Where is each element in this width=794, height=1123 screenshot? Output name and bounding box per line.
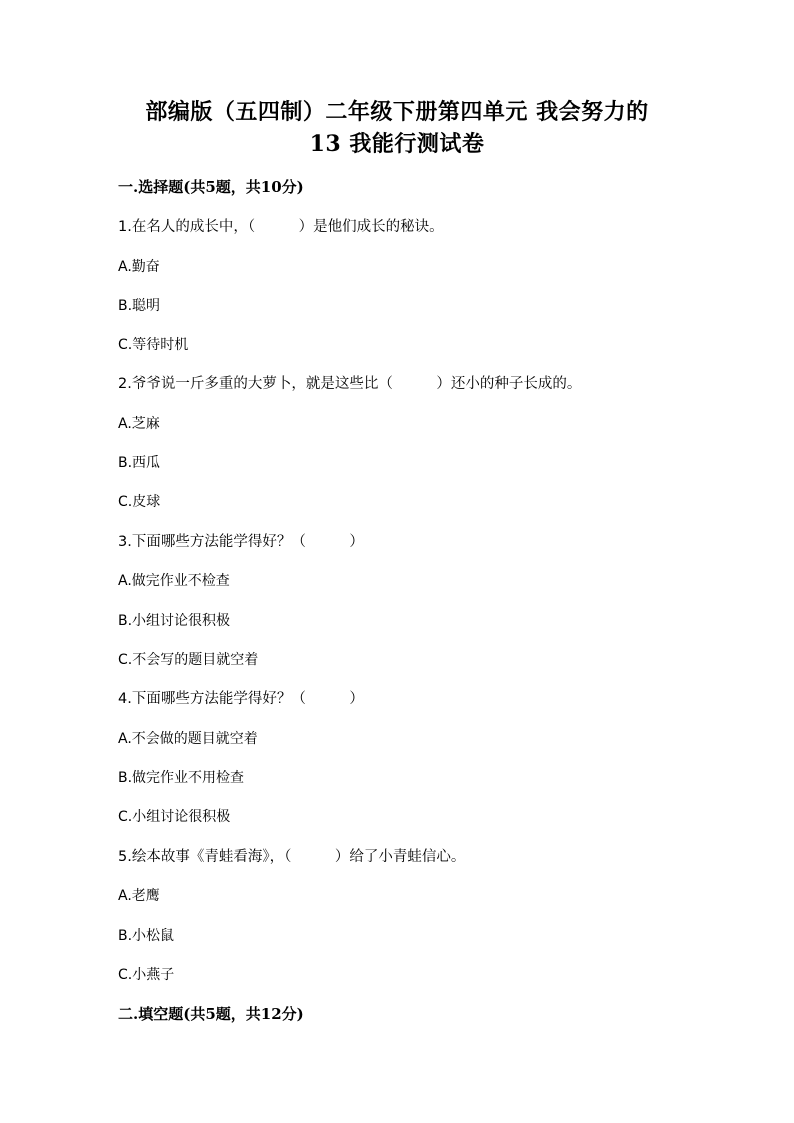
question-4: 4.下面哪些方法能学得好？（ ）: [118, 691, 364, 707]
question-4-option-b: B.做完作业不用检查: [118, 770, 245, 786]
section-1-header: 一.选择题(共5题，共10分): [118, 178, 304, 196]
section-2-header: 二.填空题(共5题，共12分): [118, 1005, 304, 1023]
question-3-option-b: B.小组讨论很积极: [118, 613, 231, 629]
question-5: 5.绘本故事《青蛙看海》，（ ）给了小青蛙信心。: [118, 849, 466, 865]
question-5-option-a: A.老鹰: [118, 888, 160, 904]
question-4-option-a: A.不会做的题目就空着: [118, 731, 258, 747]
document-title-line-2: 13 我能行测试卷: [309, 131, 485, 157]
question-2-option-c: C.皮球: [118, 494, 161, 510]
question-1-option-a: A.勤奋: [118, 259, 160, 275]
document-title-line-1: 部编版（五四制）二年级下册第四单元 我会努力的: [145, 99, 649, 125]
question-3: 3.下面哪些方法能学得好？（ ）: [118, 534, 364, 550]
question-4-option-c: C.小组讨论很积极: [118, 809, 231, 825]
question-5-option-b: B.小松鼠: [118, 928, 175, 944]
question-1-option-c: C.等待时机: [118, 337, 189, 353]
question-3-option-c: C.不会写的题目就空着: [118, 652, 259, 668]
question-5-option-c: C.小燕子: [118, 967, 175, 983]
question-3-option-a: A.做完作业不检查: [118, 573, 230, 589]
question-2-option-a: A.芝麻: [118, 416, 160, 432]
question-1-option-b: B.聪明: [118, 298, 161, 314]
question-2: 2.爷爷说一斤多重的大萝卜，就是这些比（ ）还小的种子长成的。: [118, 376, 582, 392]
question-1: 1.在名人的成长中，（ ）是他们成长的秘诀。: [118, 219, 444, 235]
question-2-option-b: B.西瓜: [118, 455, 161, 471]
